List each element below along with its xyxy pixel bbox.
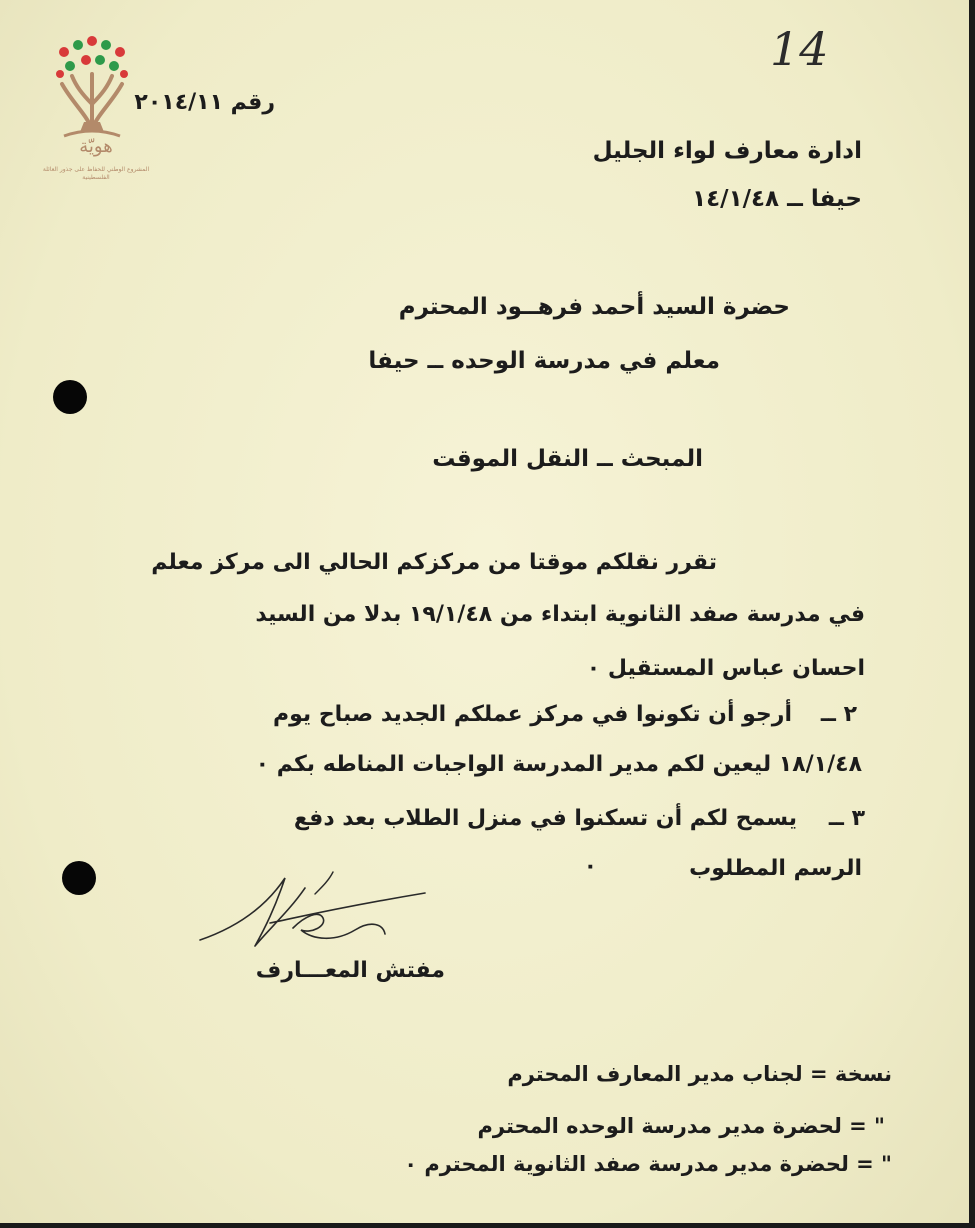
logo-wordmark: هويّة [79, 136, 113, 157]
reference-number: رقم ٢٠١٤/١١ [134, 90, 275, 115]
item-3-number: ٣ ــ [828, 806, 865, 831]
item-2-line-2: ١٨/١/٤٨ ليعين لكم مدير المدرسة الواجبات المناطه بكم ٠ [255, 752, 862, 777]
scan-edge-right [969, 0, 975, 1228]
signatory-title: مفتش المعـــارف [255, 958, 445, 983]
punch-hole-top [53, 380, 87, 414]
page-number: 14 [770, 22, 829, 76]
copy-line-1: نسخة = لجناب مدير المعارف المحترم [507, 1062, 892, 1086]
body-line-2: في مدرسة صفد الثانوية ابتداء من ١٩/١/٤٨ بدلا من السيد [255, 602, 865, 627]
addressee-position: معلم في مدرسة الوحده ــ حيفا [368, 348, 720, 374]
addressee-name: حضرة السيد أحمد فرهــود المحترم [398, 294, 790, 320]
copy-line-2: " = لحضرة مدير مدرسة الوحده المحترم [477, 1114, 885, 1138]
copy-line-3: " = لحضرة مدير مدرسة صفد الثانوية المحترم ٠ [404, 1152, 892, 1176]
body-line-1: تقرر نقلكم موقتا من مركزكم الحالي الى مركز معلم [151, 550, 717, 575]
punch-hole-bottom [62, 861, 96, 895]
item-3-end-mark: ٠ [583, 854, 597, 879]
item-3-line-1: يسمح لكم أن تسكنوا في منزل الطلاب بعد دفع [293, 806, 797, 831]
item-2-line-1: أرجو أن تكونوا في مركز عملكم الجديد صباح يوم [272, 702, 792, 727]
place-date: حيفا ــ ١٤/١/٤٨ [692, 186, 862, 212]
logo-caption: المشروع الوطني للحفاظ على جذور العائلة الفلسطينية [42, 166, 150, 181]
department-header: ادارة معارف لواء الجليل [592, 138, 862, 164]
subject-line: المبحث ــ النقل الموقت [432, 446, 703, 472]
item-3-line-2: الرسم المطلوب [689, 856, 862, 881]
body-line-3: احسان عباس المستقيل ٠ [586, 656, 865, 681]
scan-edge-bottom [0, 1223, 975, 1228]
item-2-number: ٢ ــ [820, 702, 857, 727]
signature-icon [195, 868, 435, 958]
